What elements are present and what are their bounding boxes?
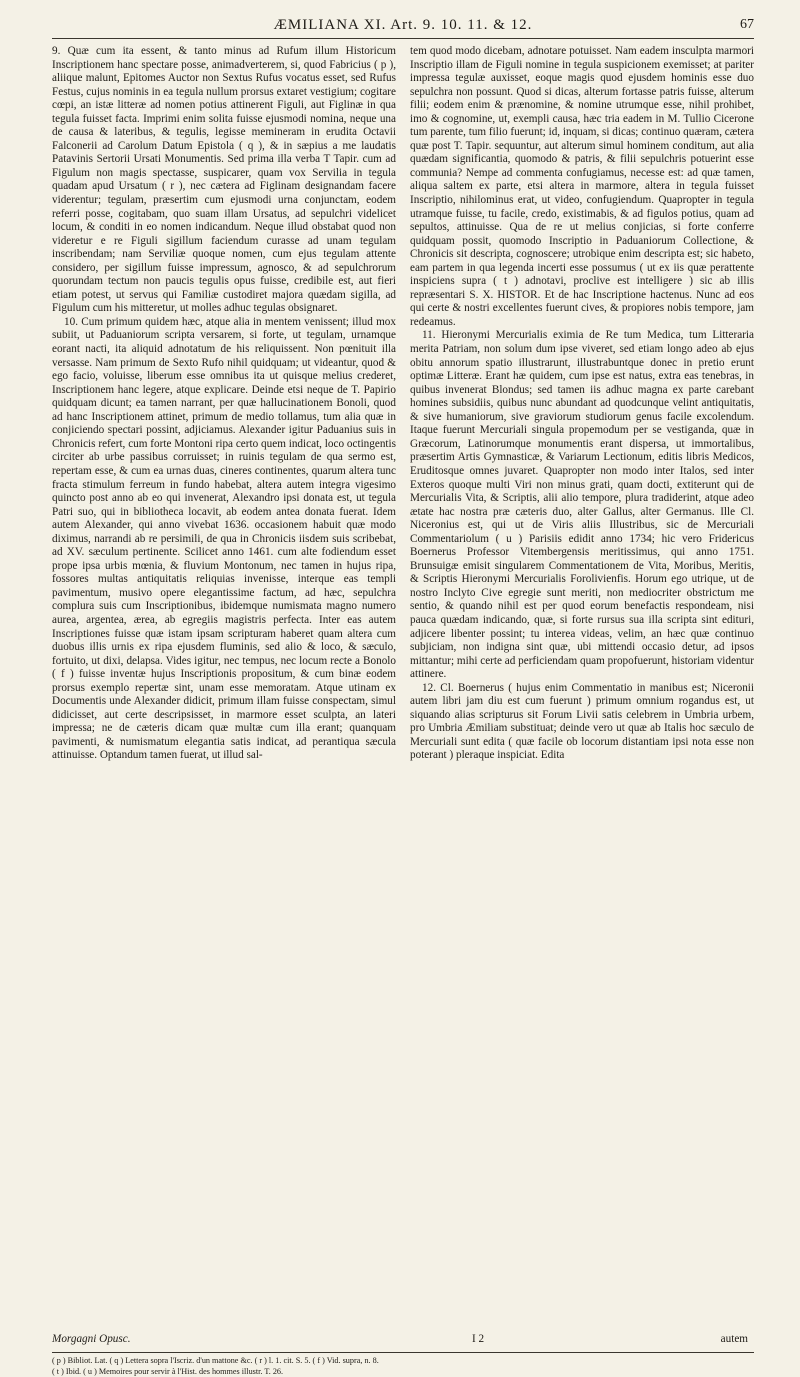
- header-rule: [52, 38, 754, 39]
- right-column: [410, 45, 754, 763]
- left-column: [52, 45, 396, 763]
- paragraph-10-continued: tem quod modo dicebam, adnotare potuisset. Nam eadem insculpta marmori Inscriptio illam de Figuli nomine in tegula suspicionem exemisset; at pariter impressa tegulæ auxisset, eoque magis quod ejusdem hominis esse duo sepulchra non possunt. Quod si dicas, alterum fortasse patris fuisse, alterum filii; eodem enim & prænomine, & nomine utrumque esse, nihil prohibet, imo & cognomine, ut, exempli causa, hæc tria eadem in M. Tullio Cicerone tum parente, tum filio fuerunt; id, inquam, si dicas; continuo quæram, cætera quæ post T. Tapir. sequuntur, aut alterum simul hominem conditum, aut alia quædam significantia, quomodo & patris, & filii sepulchris potuerint esse communia? Nempe ad commenta confugiamus, necesse est: ad quæ tamen, aliqua saltem ex parte, etsi altera in marmore, altera in tegula fuisset Inscriptio, nihilominus erat, ut video, confugiendum. Quapropter in tegula utramque fuisse, tu facile, credo, existimabis, & ad figulos potius, quam ad sepultos, attinuisse. Qua de re ut melius conjicias, si forte conferre quidquam possit, quomodo Inscriptio in Paduaniorum Collectione, & Chronicis sit descripta, cognoscere; utrobique enim descripta est; sic habeto, eam partem in qua legenda incerti esse possumus ( ut ex iis quæ perattente inspiciens supra ( t ) adnotavi, proclive est intelligere ) sic ab illis repræsentari S. X. HISTOR. Et de hac Inscriptione hactenus. Nunc ad eos qui certe & nostri excellentes fuerunt cives, & propiores nobis tempore, jam redeamus.: [410, 45, 754, 329]
- running-head: [52, 14, 754, 36]
- paragraph-10: 10. Cum primum quidem hæc, atque alia in mentem venissent; illud mox subiit, ut Paduaniorum scripta versarem, si forte, ut tegulam, urnamque eorant nacti, ita aliquid adnotatum de his reliquissent. Non pœnituit illa versasse. Nam primum de Sexto Rufo nihil quidquam; ut videantur, quod & ego facio, voluisse, liberum esse omnibus ita ut quisque melius crederet, Inscriptionem hanc legere, atque explicare. Deinde etsi neque de T. Papirio quidquam dicunt; ea tamen narrant, per quæ hallucinationem Bonoli, quod ad hanc Inscriptionem attinet, primum de medio tollamus, tum alia quæ in conjiciendo spectari possint, adjiciamus. Alexander igitur Paduanius suis in Chronicis refert, cum forte Montoni ripa certo quem indicat, loco octingentis circiter ab urbe passibus corruisset; in ruinis tegulam de qua sermo est, repertam esse, & cum ea urnas duas, cineres continentes, quarum altera tunc fracta stimulum ferreum in fundo habebat, altera autem integra vigesimo quincto post anno ab eo qui invenerat, Alexandro ipsi donata est, ut tegula Patri suo, qui in bibliotheca locavit, ab eodem antea donata fuerat. Idem autem Alexander, qui anno vivebat 1636. occasionem habuit quæ modo diximus, narrandi ab re persimili, de qua in Chronicis iisdem suis scribebat, ad XV. sæculum pertinente. Scilicet anno 1461. cum alte fodiendum esset prope ipsa urbis mœnia, & fluvium Montonum, nec tamen in hujus ripa, fossores multas antiquitatis reliquias invenisse, interque eas templi pavimentum, musivo opere elegantissime factum, ad hæc, sepulchra complura suis cum Inscriptionibus, ibidemque numismata magno numero aurea, argentea, ærea, ab egregiis magistris perfecta. Inter eas autem Inscriptiones fuisse quæ istam ipsam scripturam haberet quam altera cum duobus illis urnis ex ripa ejusdem fluminis, sed alio & loco, & sæculo, fortuito, ut dixi, delapsa. Vides igitur, nec tempus, nec locum recte a Bonolo ( f ) fuisse inventæ hujus Inscriptionis propositum, & cum binæ eodem prorsus exemplo repertæ sint, unam esse memoratam. Atque utinam ex Documentis unde Alexander didicit, primum illam fuisse conspectam, simul didicisset, aut certe descripsisset, in marmore esset sculpta, an lateri impressa; ne de cæteris dicam quæ multæ cum illa erant; quanquam pavimenti, & numismatum elegantia satis indicat, ad perantiqua sæcula attinuisse. Optandum tamen fuerat, ut illud sal-: [52, 316, 396, 763]
- book-page: [52, 14, 754, 1354]
- signature-line: [52, 1333, 754, 1349]
- signature-title: Morgagni Opusc.: [52, 1333, 131, 1345]
- footnote-line-2: ( t ) Ibid. ( u ) Memoires pour servir à l'Hist. des hommes illustr. T. 26.: [52, 1367, 754, 1377]
- footnote-line-1: ( p ) Bibliot. Lat. ( q ) Lettera sopra l'Iscriz. d'un mattone &c. ( r ) l. 1. cit. S. 5. ( f ) Vid. supra, n. 8.: [52, 1356, 754, 1367]
- page-number: 67: [740, 14, 754, 36]
- signature-mark: I 2: [472, 1333, 484, 1345]
- paragraph-12: 12. Cl. Boernerus ( hujus enim Commentatio in manibus est; Niceronii autem libri jam diu est cum fuerunt ) primum omnium rogandus est, ut siquando alias scripturus sit Forum Livii satis celebrem in Umbria urbem, pro Umbria Æmiliam substituat; deinde vero ut quæ ab Italis hoc sæculo de Mercuriali sunt edita ( quæ facile ob locorum distantiam ipsi nota esse non poterant ) pleraque inspiciat. Edita: [410, 682, 754, 763]
- text-columns: [52, 45, 754, 763]
- running-title: ÆMILIANA XI. Art. 9. 10. 11. & 12.: [274, 17, 533, 33]
- catchword: autem: [721, 1333, 748, 1345]
- paragraph-9: 9. Quæ cum ita essent, & tanto minus ad Rufum illum Historicum Inscriptionem hanc spectare posse, animadverterem, si, quod Fabricius ( p ), aliique malunt, Epitomes Auctor non Sextus Rufus vocatus esset, sed Rufus Festus, cujus nominis in ea tegula nullum prorsus extaret vestigium; cogitare cœpi, an istæ litteræ ad nomen potius attinerent Figuli, aut Figlinæ in qua tegula fuisset facta. Imprimi enim solita fuisse ejusmodi nomina, neque una de causa & lateribus, & tegulis, legisse memineram in erudita Octavii Falconerii ad Carolum Datum Epistola ( q ), & in sæpius a me laudatis Patavinis Sertorii Ursati Monumentis. Sed prima illa verba T Tapir. cum ad Figulum non magis spectasse, suspicarer, quam vox Servilia in tegula quadam apud Ursatum ( r ), nec cætera ad Figlinam designandam facere viderentur; tegulam, præsertim cum ejusmodi urna conjunctam, eodem referri posse, cogitabam, quo suam illam Ursatus, ad sepulchri videlicet locum, & conditi in eo nomen indicandum. Neque illud obstabat quod non videretur e re Figuli sigillum faciendum curasse ad unam tegulam inscribendam; nam Serviliæ quoque nomen, cum ejus tegulam attente considero, per sigillum fuisse impressum, agnosco, & ad sepulchrorum quorundam tectum non paucis tegulis opus fuisse, credibile est, aut fieri etiam potest, ut servus qui Familiæ custodiret majora quædam sigilla, ad Figulum cum his mitteretur, ut molles adhuc tegulas obsignaret.: [52, 45, 396, 316]
- footnote-rule: [52, 1352, 754, 1353]
- paragraph-11: 11. Hieronymi Mercurialis eximia de Re tum Medica, tum Litteraria merita Patriam, non solum dum ipse viveret, sed etiam longo adeo ab ejus obitu annorum spatio illustrarunt, illustrabuntque donec in pretio erunt optimæ Litteræ. Erant hæ quidem, cum ipse est natus, extra eas tenebras, in quibus invenerat Blondus; sed tamen iis adhuc magna ex parte carebant homines subsidiis, quibus nunc abundant ad quodcunque velint antiquitatis, & sive humaniorum, sive graviorum studiorum genus facile excolendum. Itaque fuerunt Mercuriali singula propemodum per se vestiganda, quæ in Græcorum, Latinorumque monumentis erant dispersa, ut immortalibus, præsertim Artis Gymnasticæ, & Variarum Lectionum, editis libris Medicos, Eruditosque omnes juvaret. Quapropter non modo inter Italos, sed inter Exteros quoque multi Viri non minus grati, quam docti, extiterunt qui de Mercurialis Vita, & Scriptis, alii alio tempore, plura tradiderint, atque adeo ætate hac nostra præ cæteris duo, alter Gallus, alter Germanus. Ille Cl. Niceronius est, qui ut de Viris aliis Illustribus, sic de Mercuriali Commentariolum ( u ) Parisiis edidit anno 1734; hic vero Fridericus Boernerus Professor Vitembergensis meritissimus, qui anno 1751. Brunsuigæ emisit singularem Commentationem de Vita, Moribus, Meritis, & Scriptis Hieronymi Mercurialis Forolivienfis. Horum ego utrique, ut de nostro Inclyto Cive egregie sunt meriti, non mediocriter obstrictum me sentio, & quando nihil est per quod eorum benefactis respondeam, nisi pauca quædam indicando, quæ, si forte rursus sua illa scripta sint edituri, adjicere libenter possint; tu interea videas, velim, an hæc quæ continuo subjiciam, non indigna sint quæ, ubi mittendi occasio detur, ad ipsos mittantur; mihi certe ad perficiendam quam propofuerunt, historiam videntur attinere.: [410, 329, 754, 681]
